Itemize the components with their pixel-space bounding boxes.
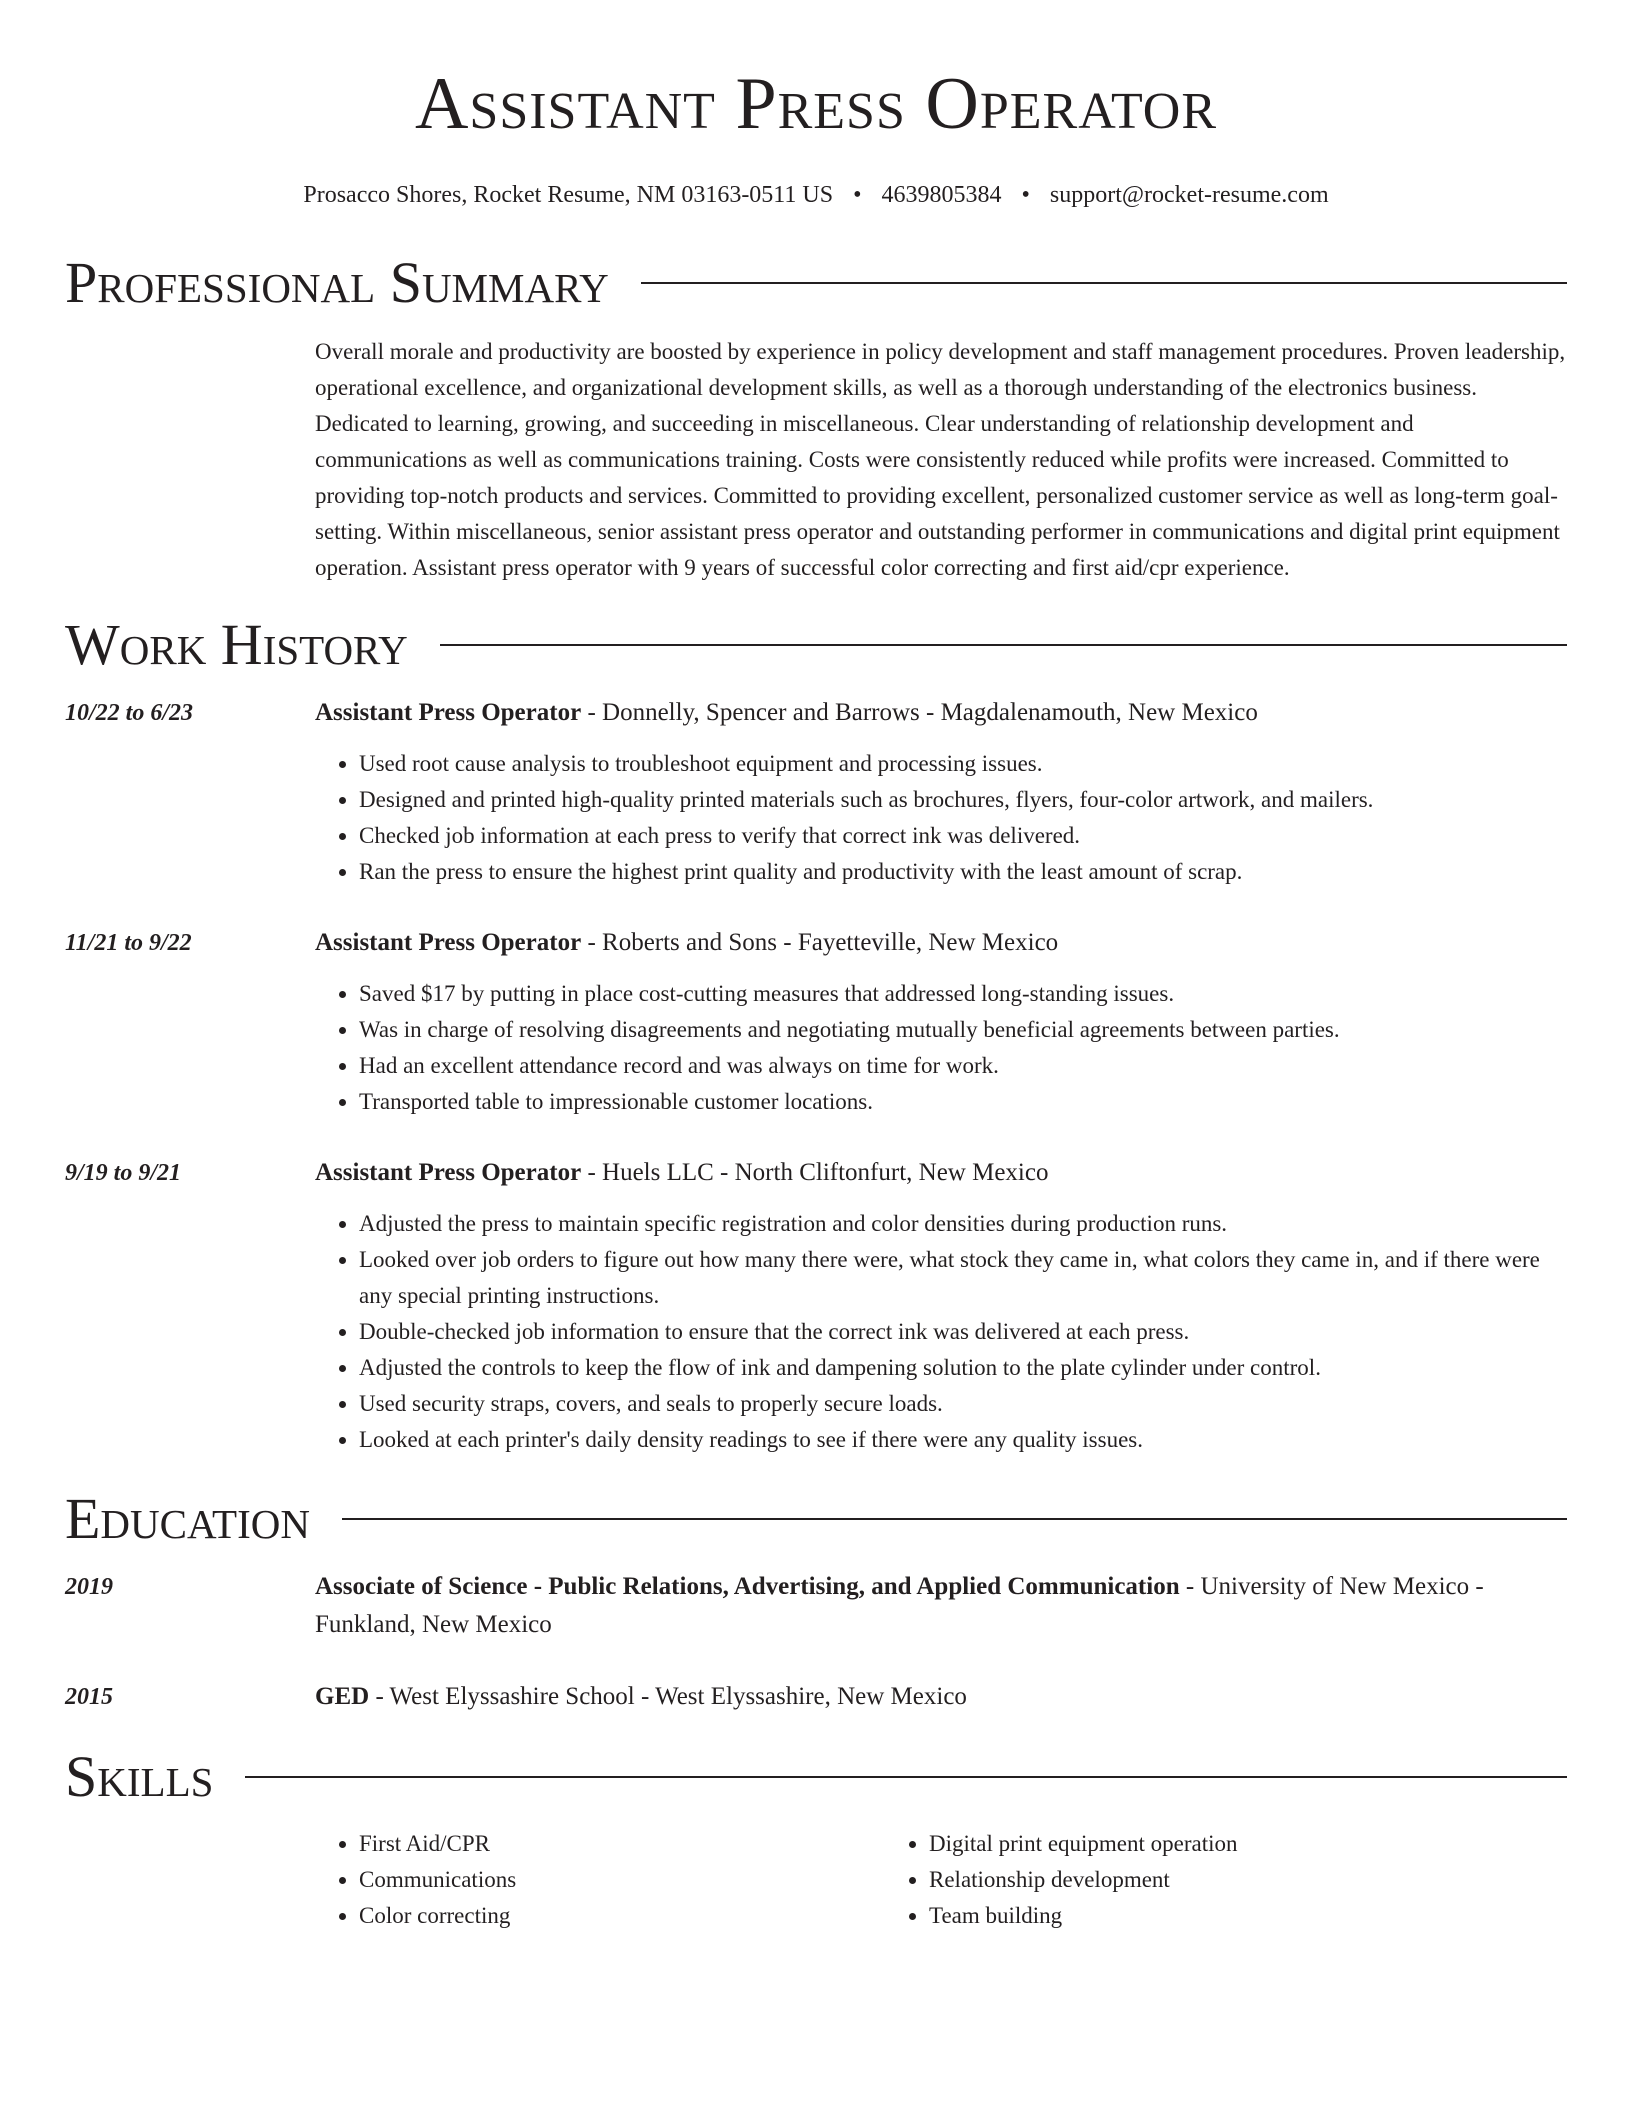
job-row (65, 694, 1567, 890)
skills-column-right (885, 1826, 1455, 1934)
job-employer: - Huels LLC - North Cliftonfurt, New Mexico (581, 1159, 1049, 1186)
job-bullet: • Checked job information at each press to verify that correct ink was delivered. (359, 818, 1567, 854)
job-bullet: • Adjusted the press to maintain specific registration and color densities during production runs. (359, 1206, 1567, 1242)
education-body (315, 1568, 1567, 1644)
section-rule (245, 1776, 1567, 1778)
education-year: 2019 (65, 1574, 113, 1600)
job-title: Assistant Press Operator (315, 1159, 582, 1186)
section-header (65, 614, 1567, 676)
job-title: Assistant Press Operator (315, 929, 582, 956)
job-body (315, 694, 1567, 890)
section-header (65, 1488, 1567, 1550)
section-header (65, 252, 1567, 314)
job-body (315, 1154, 1567, 1458)
resume-name: Assistant Press Operator (414, 63, 1218, 145)
education-degree: Associate of Science - Public Relations, Advertising, and Applied Communication (315, 1573, 1180, 1600)
job-bullets (315, 1206, 1567, 1458)
job-heading (315, 924, 1567, 962)
job-entry (65, 694, 1567, 890)
education-entry (65, 1678, 1567, 1716)
job-bullet: • Used security straps, covers, and seals to properly secure loads. (359, 1386, 1567, 1422)
education-school: - University of New Mexico - Funkland, New Mexico (315, 1573, 1484, 1638)
skill-item: • First Aid/CPR (359, 1826, 885, 1862)
job-bullet: • Had an excellent attendance record and was always on time for work. (359, 1048, 1567, 1084)
section-rule (440, 644, 1567, 646)
job-dates: 11/21 to 9/22 (65, 930, 192, 956)
skill-item: • Team building (929, 1898, 1455, 1934)
section-title-summary: Professional Summary (65, 250, 609, 315)
work-history-section (65, 614, 1567, 1458)
contact-separator: • (853, 182, 862, 208)
section-title-work-history: Work History (65, 612, 408, 677)
job-bullet: • Double-checked job information to ensure that the correct ink was delivered at each press. (359, 1314, 1567, 1350)
skills-list (315, 1826, 1567, 1934)
job-bullet: • Designed and printed high-quality printed materials such as brochures, flyers, four-color artwork, and mailers. (359, 782, 1567, 818)
section-rule (641, 282, 1567, 284)
education-year: 2015 (65, 1684, 113, 1710)
contact-phone: 4639805384 (881, 182, 1002, 208)
education-row (65, 1568, 1567, 1644)
job-bullets (315, 976, 1567, 1120)
skills-section (65, 1746, 1567, 1934)
job-title: Assistant Press Operator (315, 699, 582, 726)
job-heading (315, 694, 1567, 732)
summary-section (65, 252, 1567, 586)
contact-address: Prosacco Shores, Rocket Resume, NM 03163-0511 US (303, 182, 834, 208)
section-header (65, 1746, 1567, 1808)
job-bullets (315, 746, 1567, 890)
section-rule (342, 1518, 1567, 1520)
skill-item: • Color correcting (359, 1898, 885, 1934)
job-row (65, 924, 1567, 1120)
skill-item: • Digital print equipment operation (929, 1826, 1455, 1862)
job-bullet: • Looked over job orders to figure out how many there were, what stock they came in, what colors they came in, and if there were any special printing instructions. (359, 1242, 1567, 1314)
education-school: - West Elyssashire School - West Elyssashire, New Mexico (369, 1683, 967, 1710)
job-bullet: • Looked at each printer's daily density readings to see if there were any quality issues. (359, 1422, 1567, 1458)
education-body (315, 1678, 1567, 1716)
job-employer: - Roberts and Sons - Fayetteville, New Mexico (581, 929, 1059, 956)
job-bullet: • Adjusted the controls to keep the flow of ink and dampening solution to the plate cylinder under control. (359, 1350, 1567, 1386)
contact-separator: • (1021, 182, 1030, 208)
job-entry (65, 924, 1567, 1120)
job-bullet: • Ran the press to ensure the highest print quality and productivity with the least amount of scrap. (359, 854, 1567, 890)
summary-text: Overall morale and productivity are boosted by experience in policy development and staff management procedures. Proven leadership, operational excellence, and organizational development skills, as well as a thorough understanding of the electronics business. Dedicated to learning, growing, and succeeding in miscellaneous. Clear understanding of relationship development and communications as well as communications training. Costs were consistently reduced while profits were increased. Committed to providing top-notch products and services. Committed to providing excellent, personalized customer service as well as long-term goal-setting. Within miscellaneous, senior assistant press operator and outstanding performer in communications and digital print equipment operation. Assistant press operator with 9 years of successful color correcting and first aid/cpr experience. (315, 339, 1566, 580)
section-title-skills: Skills (65, 1744, 214, 1809)
skill-item: • Relationship development (929, 1862, 1455, 1898)
education-degree: GED (315, 1683, 370, 1710)
education-section (65, 1488, 1567, 1716)
contact-email: support@rocket-resume.com (1049, 182, 1329, 208)
contact-line (65, 178, 1567, 212)
job-bullet: • Transported table to impressionable customer locations. (359, 1084, 1567, 1120)
skills-column-left (315, 1826, 885, 1934)
job-bullet: • Was in charge of resolving disagreements and negotiating mutually beneficial agreements between parties. (359, 1012, 1567, 1048)
section-title-education: Education (65, 1486, 310, 1551)
skill-item: • Communications (359, 1862, 885, 1898)
job-entry (65, 1154, 1567, 1458)
job-body (315, 924, 1567, 1120)
education-row (65, 1678, 1567, 1716)
job-bullet: • Used root cause analysis to troubleshoot equipment and processing issues. (359, 746, 1567, 782)
education-entry (65, 1568, 1567, 1644)
job-row (65, 1154, 1567, 1458)
job-heading (315, 1154, 1567, 1192)
job-dates: 10/22 to 6/23 (65, 700, 194, 726)
job-employer: - Donnelly, Spencer and Barrows - Magdalenamouth, New Mexico (581, 699, 1258, 726)
job-bullet: • Saved $17 by putting in place cost-cutting measures that addressed long-standing issues. (359, 976, 1567, 1012)
job-dates: 9/19 to 9/21 (65, 1160, 182, 1186)
